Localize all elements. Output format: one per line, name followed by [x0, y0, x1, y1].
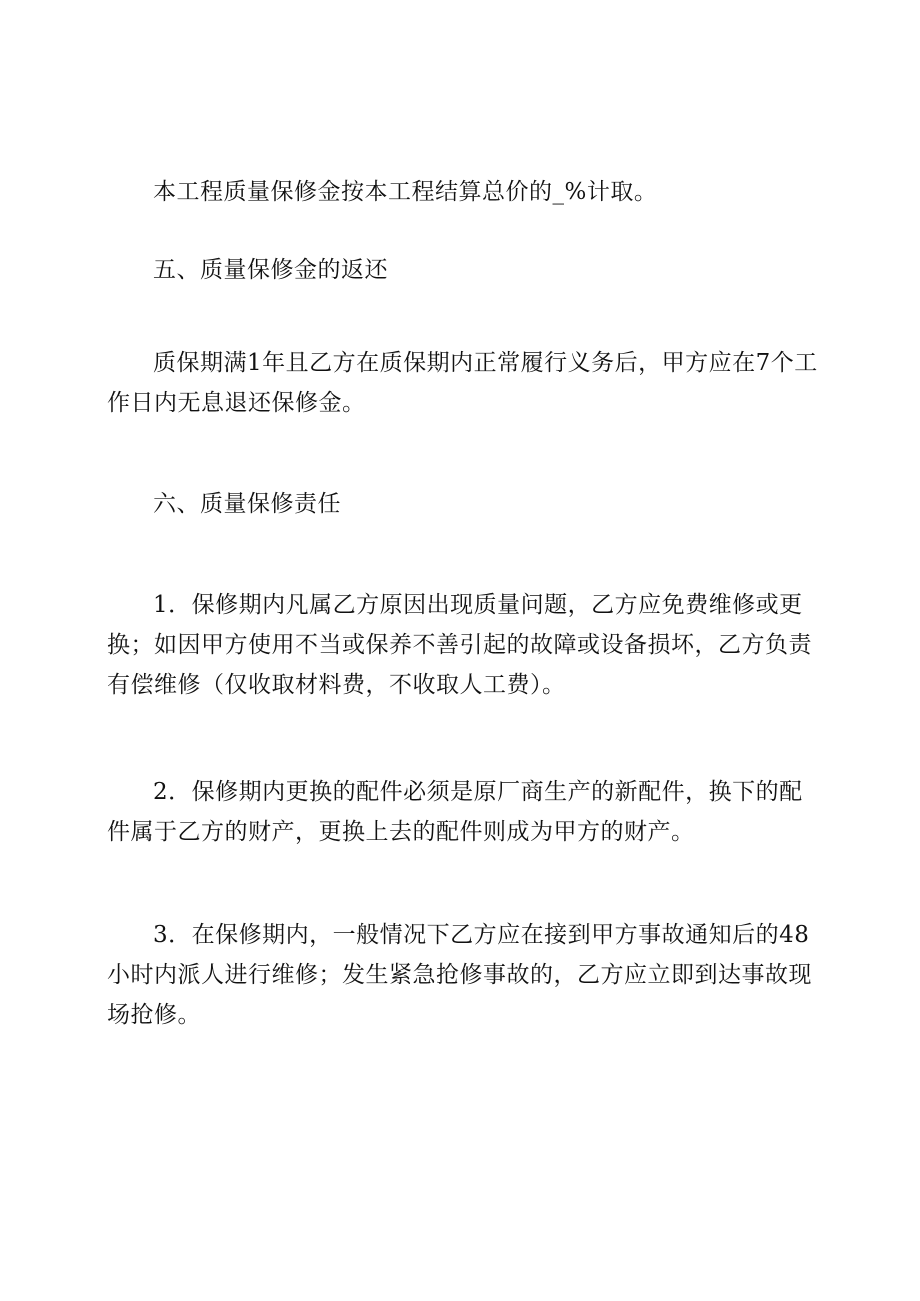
section-heading-5: 五、质量保修金的返还: [153, 257, 388, 283]
paragraph-item-2: 2．保修期内更换的配件必须是原厂商生产的新配件，换下的配件属于乙方的财产，更换上去的配件则成为甲方的财产。: [107, 779, 803, 845]
paragraph-item-1: 1．保修期内凡属乙方原因出现质量问题，乙方应免费维修或更换；如因甲方使用不当或保养不善引起的故障或设备损坏，乙方负责有偿维修（仅收取材料费，不收取人工费）。: [107, 592, 812, 698]
paragraph-retention-refund: 质保期满1年且乙方在质保期内正常履行义务后，甲方应在7个工作日内无息退还保修金。: [107, 350, 818, 416]
section-heading-6: 六、质量保修责任: [153, 491, 341, 517]
paragraph-item-3: 3．在保修期内，一般情况下乙方应在接到甲方事故通知后的48小时内派人进行维修；发生紧急抢修事故的，乙方应立即到达事故现场抢修。: [107, 922, 812, 1028]
paragraph-retention-rate: 本工程质量保修金按本工程结算总价的_%计取。: [153, 179, 658, 205]
